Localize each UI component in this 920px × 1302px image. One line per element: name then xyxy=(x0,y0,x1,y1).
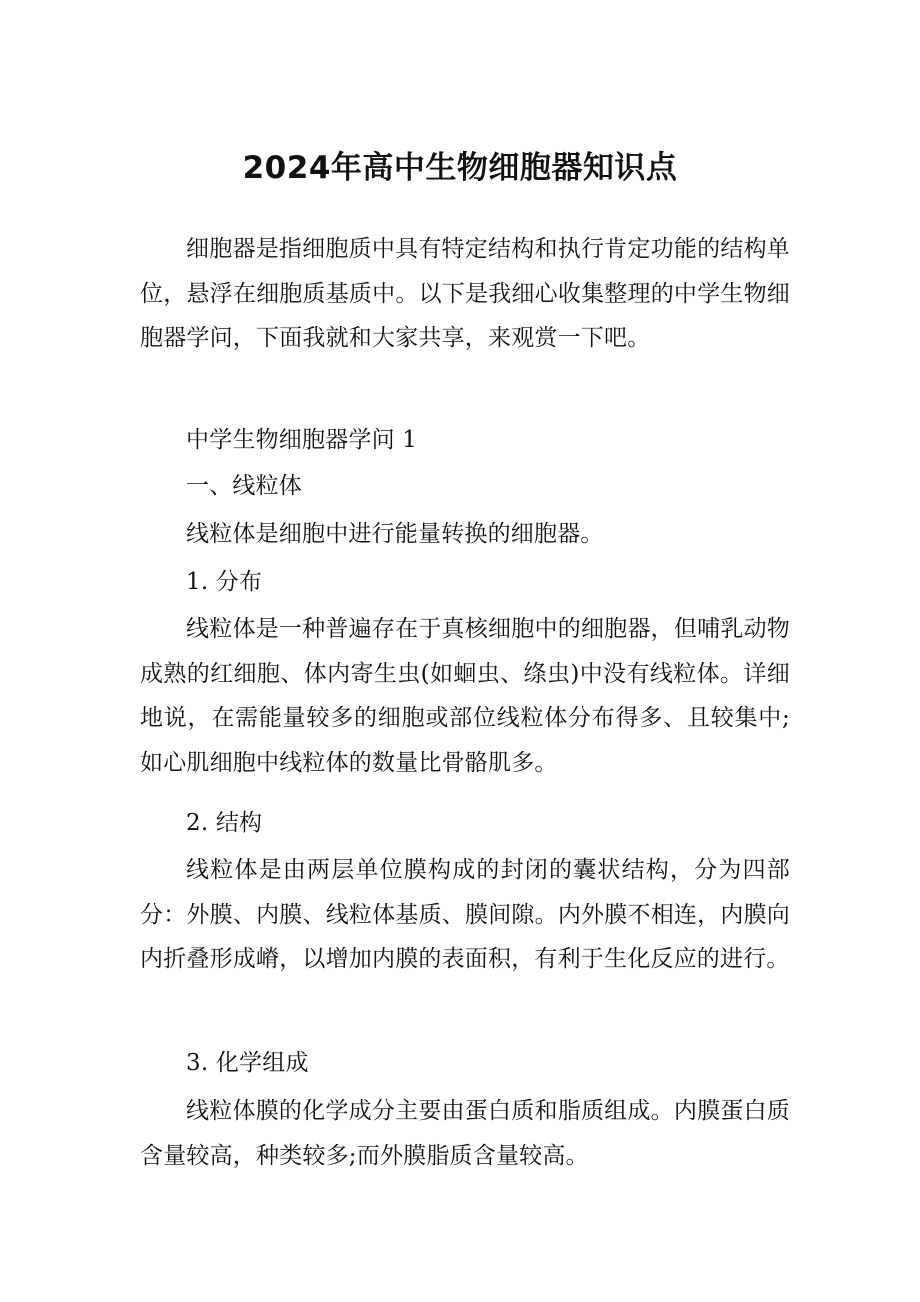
item-heading-distribution: 1. 分布 xyxy=(186,569,263,595)
document-title: 2024年高中生物细胞器知识点 xyxy=(242,150,678,186)
item-body-structure: 线粒体是由两层单位膜构成的封闭的囊状结构，分为四部分：外膜、内膜、线粒体基质、膜间隙。内外膜不相连，内膜向内折叠形成嵴，以增加内膜的表面积，有利于生化反应的进行。 xyxy=(140,857,790,972)
section-heading: 中学生物细胞器学问 1 xyxy=(186,427,418,453)
subsection-intro: 线粒体是细胞中进行能量转换的细胞器。 xyxy=(186,521,604,547)
subsection-heading: 一、线粒体 xyxy=(186,473,302,499)
item-body-distribution: 线粒体是一种普遍存在于真核细胞中的细胞器，但哺乳动物成熟的红细胞、体内寄生虫(如蛔虫、绦虫)中没有线粒体。详细地说，在需能量较多的细胞或部位线粒体分布得多、且较集中;如心肌细胞中线粒体的数量比骨骼肌多。 xyxy=(140,616,790,776)
item-heading-composition: 3. 化学组成 xyxy=(186,1050,309,1076)
intro-paragraph: 细胞器是指细胞质中具有特定结构和执行肯定功能的结构单位，悬浮在细胞质基质中。以下是我细心收集整理的中学生物细胞器学问，下面我就和大家共享，来观赏一下吧。 xyxy=(140,236,790,351)
item-body-composition: 线粒体膜的化学成分主要由蛋白质和脂质组成。内膜蛋白质含量较高，种类较多;而外膜脂质含量较高。 xyxy=(140,1098,790,1169)
item-heading-structure: 2. 结构 xyxy=(186,810,263,836)
